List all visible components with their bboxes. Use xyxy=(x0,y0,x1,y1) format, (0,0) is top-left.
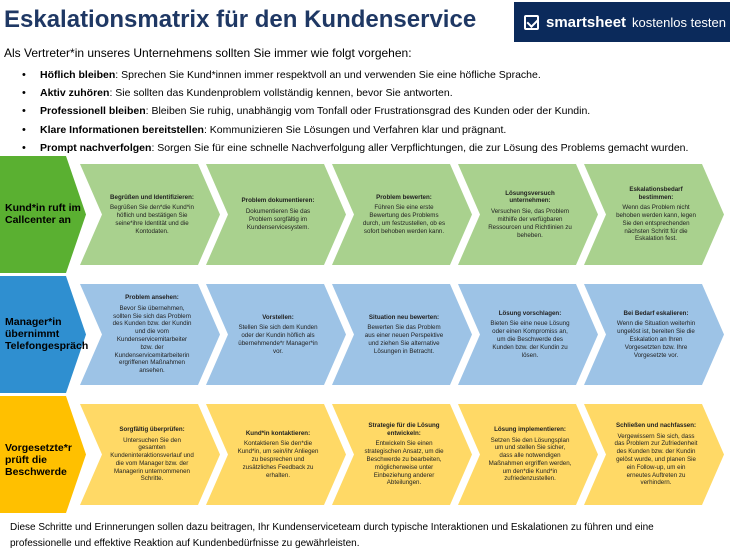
step-heading: Strategie für die Lösung entwickeln: xyxy=(368,421,440,437)
step-body: Setzen Sie den Lösungsplan um und stellen Sie sicher, dass alle notwendigen Maßnahmen ergriffen werden, um den*die Kund*in zufriedenzustellen. xyxy=(488,436,572,483)
guideline-item xyxy=(22,121,688,139)
step-heading: Bei Bedarf eskalieren: xyxy=(623,309,689,317)
step-card xyxy=(458,164,598,265)
step-heading: Problem bewerten: xyxy=(376,193,432,201)
step-heading: Problem ansehen: xyxy=(125,294,179,302)
step-body: Wenn das Problem nicht behoben werden kann, legen Sie den entsprechenden nächsten Schritt für die Eskalation fest. xyxy=(616,204,696,243)
try-free-link[interactable]: kostenlos testen xyxy=(632,14,726,30)
row-label-text: Manager*in übernimmt Telefongespräch xyxy=(5,316,89,352)
step-body: Entwickeln Sie einen strategischen Ansatz, um die Beschwerde zu bearbeiten, möglicherweise unter Einbeziehung anderer Abteilungen. xyxy=(364,440,444,487)
step-card xyxy=(332,404,472,505)
step-heading: Begrüßen und Identifizieren: xyxy=(110,193,194,201)
smartsheet-try-free-banner[interactable] xyxy=(514,2,730,42)
step-body: Bevor Sie übernehmen, sollten Sie sich das Problem des Kunden bzw. der Kundin und die vom Kundenservicemitarbeiter bzw. der Kundenservicemitarbeiterin ergriffenen Maßnahmen ansehen. xyxy=(112,304,192,375)
step-body: Versuchen Sie, das Problem mithilfe der verfügbaren Ressourcen und Richtlinien zu beheben. xyxy=(488,208,572,239)
step-heading: Situation neu bewerten: xyxy=(368,313,440,321)
smartsheet-check-icon xyxy=(524,15,539,30)
guideline-text: : Kommunizieren Sie Lösungen und Verfahren klar und prägnant. xyxy=(203,123,507,136)
row-label-manager xyxy=(0,276,89,393)
step-card xyxy=(458,404,598,505)
step-heading: Lösungsversuch unternehmen: xyxy=(505,189,555,205)
guideline-item xyxy=(22,102,688,120)
row-label-supervisor xyxy=(0,396,86,513)
guideline-title: Prompt nachverfolgen xyxy=(40,141,152,154)
step-body: Führen Sie eine erste Bewertung des Problems durch, um festzustellen, ob es sofort behoben werden kann. xyxy=(362,204,446,235)
guideline-title: Höflich bleiben xyxy=(40,69,116,81)
step-heading: Sorgfältig überprüfen: xyxy=(119,425,185,433)
step-heading: Schließen und nachfassen: xyxy=(615,421,697,429)
step-card xyxy=(80,284,220,385)
step-heading: Vorstellen: xyxy=(262,313,294,321)
guideline-text: : Bleiben Sie ruhig, unabhängig vom Tonfall oder Frustrationsgrad des Kunden oder der Kundin. xyxy=(145,105,591,118)
step-body: Dokumentieren Sie das Problem sorgfältig im Kundenservicesystem. xyxy=(245,208,311,231)
guideline-item xyxy=(22,139,688,157)
step-heading: Kund*in kontaktieren: xyxy=(245,429,311,437)
step-body: Bieten Sie eine neue Lösung oder einen Kompromiss an, um die Beschwerde des Kunden bzw. der Kundin zu lösen. xyxy=(490,320,570,359)
guideline-item xyxy=(22,66,688,84)
guideline-text: : Sie sollten das Kundenproblem vollständig kennen, bevor Sie antworten. xyxy=(109,87,453,100)
row-label-callcenter xyxy=(0,156,86,273)
step-card xyxy=(584,164,724,265)
step-card xyxy=(584,404,724,505)
guideline-text: : Sorgen Sie für eine schnelle Nachverfolgung aller Verpflichtungen, die zur Lösung des Problems gemacht wurden. xyxy=(151,141,689,154)
step-body: Bewerten Sie das Problem aus einer neuen Perspektive und ziehen Sie alternative Lösungen in Betracht. xyxy=(364,324,444,355)
step-heading: Lösung vorschlagen: xyxy=(498,309,562,317)
guideline-item xyxy=(22,84,688,102)
step-card xyxy=(584,284,724,385)
step-body: Wenn die Situation weiterhin ungelöst ist, bereiten Sie die Eskalation an Ihren Vorgesetzten bzw. Ihre Vorgesetzte vor. xyxy=(616,320,696,359)
step-card xyxy=(332,164,472,265)
step-card xyxy=(206,284,346,385)
row-label-text: Kund*in ruft im Callcenter an xyxy=(5,202,81,226)
guideline-title: Aktiv zuhören xyxy=(40,87,110,100)
step-card xyxy=(458,284,598,385)
step-heading: Lösung implementieren: xyxy=(494,425,566,433)
step-card xyxy=(206,164,346,265)
step-card xyxy=(80,164,220,265)
step-card xyxy=(80,404,220,505)
step-body: Kontaktieren Sie den*die Kund*in, um sein/ihr Anliegen zu besprechen und zusätzliches Feedback zu erhalten. xyxy=(237,440,319,479)
row-label-text: Vorgesetzte*r prüft die Beschwerde xyxy=(5,442,72,478)
step-body: Vergewissern Sie sich, dass das Problem zur Zufriedenheit des Kunden bzw. der Kundin gelöst wurde, und planen Sie ein Follow-up, um ein erneutes Auftreten zu verhindern. xyxy=(614,432,698,487)
step-card xyxy=(332,284,472,385)
intro-text: Als Vertreter*in unseres Unternehmens sollten Sie immer wie folgt vorgehen: xyxy=(4,46,412,60)
guideline-list xyxy=(22,66,688,157)
guideline-title: Klare Informationen bereitstellen xyxy=(40,123,204,136)
step-body: Stellen Sie sich dem Kunden oder der Kundin höflich als übernehmende*r Manager*in vor. xyxy=(238,324,318,355)
guideline-title: Professionell bleiben xyxy=(40,105,146,118)
step-heading: Eskalationsbedarf bestimmen: xyxy=(629,185,683,201)
step-body: Begrüßen Sie den*die Kund*in höflich und bestätigen Sie seine*ihre Identität und die Kontodaten. xyxy=(110,204,194,235)
footer-note: Diese Schritte und Erinnerungen sollen dazu beitragen, Ihr Kundenserviceteam durch typische Interaktionen und Eskalationen zu führen und eine professionelle und effektive Reaktion auf Kundenbedürfnisse zu gewährleisten. xyxy=(10,522,654,549)
step-body: Untersuchen Sie den gesamten Kundeninteraktionsverlauf und die vom Manager bzw. der Managerin unternommenen Schritte. xyxy=(110,436,194,483)
guideline-text: : Sprechen Sie Kund*innen immer respektvoll an und verwenden Sie eine höfliche Sprache. xyxy=(115,69,541,81)
page-title: Eskalationsmatrix für den Kundenservice xyxy=(4,6,477,33)
brand-name: smartsheet xyxy=(546,13,627,31)
step-card xyxy=(206,404,346,505)
step-heading: Problem dokumentieren: xyxy=(241,197,315,205)
